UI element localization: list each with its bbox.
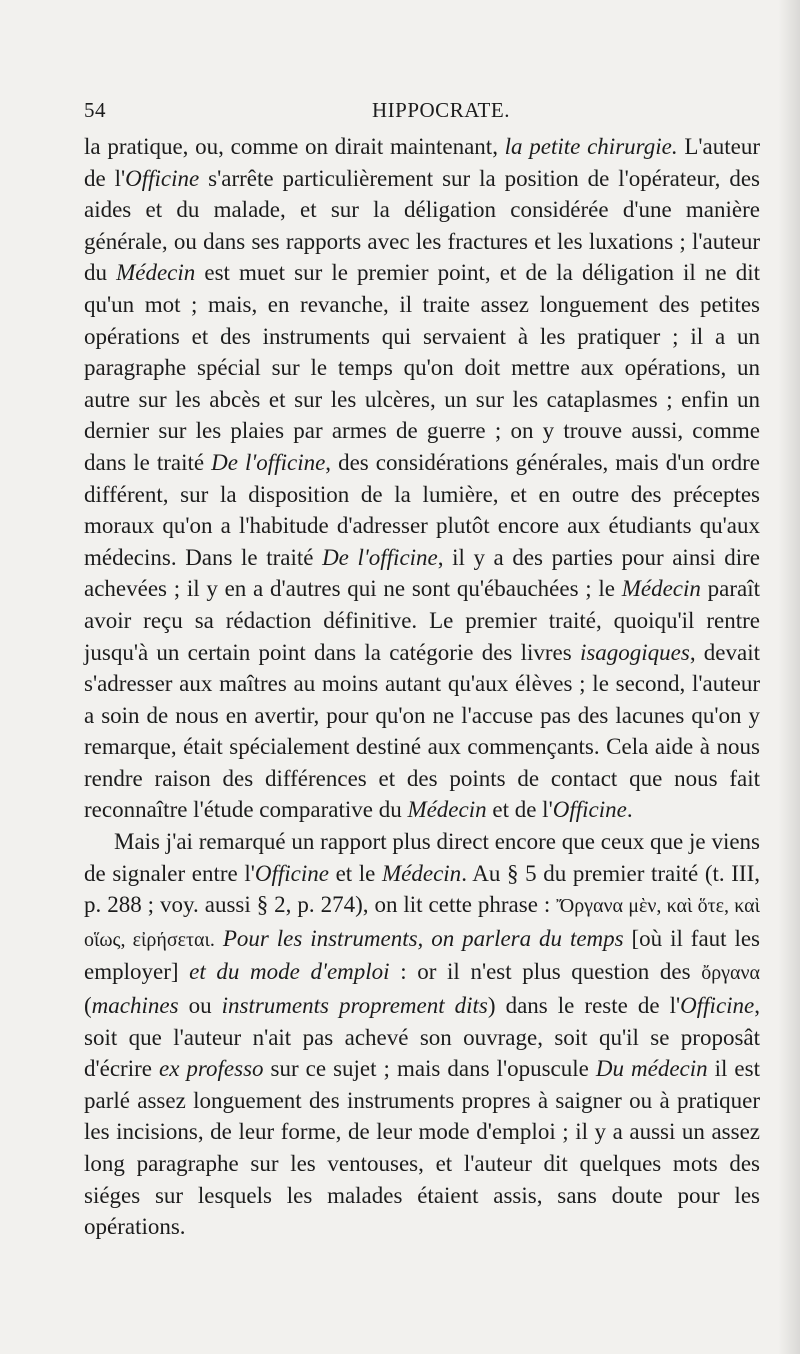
text-run: L'auteur de l' bbox=[84, 134, 760, 191]
text-run: ou bbox=[178, 993, 222, 1019]
italic-term: isagogiques bbox=[579, 639, 690, 665]
italic-translation: Pour les instruments, on parlera du temps bbox=[222, 925, 624, 951]
work-title-officine: Officine bbox=[680, 993, 755, 1019]
text-run: sur ce sujet ; mais dans l'opuscule bbox=[263, 1056, 596, 1082]
text-run: [où il faut les employer] bbox=[84, 925, 760, 985]
work-title-de-l-officine: De l'officine bbox=[322, 544, 438, 570]
text-run: paraît avoir reçu sa rédaction définitive. Le premier traité, quoiqu'il rentre jusqu'à un certain point dans la catégorie des livres bbox=[84, 576, 760, 665]
work-title-medecin: Médecin bbox=[116, 260, 196, 286]
running-title: HIPPOCRATE. bbox=[372, 98, 510, 122]
work-title-officine: Officine bbox=[125, 165, 200, 191]
work-title-medecin: Médecin bbox=[407, 797, 487, 823]
work-title-officine: Officine bbox=[254, 860, 329, 886]
work-title-du-medecin: Du médecin bbox=[595, 1056, 708, 1082]
paragraph-2 bbox=[84, 826, 760, 1243]
page-edge-shadow bbox=[778, 0, 800, 1354]
greek-word: ὄργανα bbox=[701, 962, 761, 985]
italic-term: la petite chirurgie. bbox=[504, 134, 678, 159]
text-run: est muet sur le premier point, et de la déligation il ne dit qu'un mot ; mais, en revanche, il traite assez longuement des petites opérations et des instruments qui servaient à les pratiquer ; il a un paragraphe spécial sur le temps qu'on doit mettre aux opérations, un autre sur les abcès et sur les ulcères, un sur les cataplasmes ; enfin un dernier sur les plaies par armes de guerre ; on y trouve aussi, comme dans le traité bbox=[84, 260, 761, 475]
greek-quotation: Ὄργανα μὲν, καὶ ὅτε, καὶ οἵως, εἰρήσεται. bbox=[84, 895, 760, 951]
italic-term: machines bbox=[91, 993, 179, 1019]
italic-translation: et du mode d'emploi bbox=[189, 959, 390, 985]
text-run: la pratique, ou, comme on dirait maintenant, bbox=[84, 134, 505, 159]
text-run bbox=[215, 926, 223, 951]
text-run: , il y a des parties pour ainsi dire achevées ; il y en a d'autres qui ne sont qu'ébauchées ; le bbox=[84, 544, 761, 602]
text-run: ( bbox=[84, 993, 92, 1019]
work-title-de-l-officine: De l'officine bbox=[211, 449, 326, 475]
text-run: et le bbox=[328, 860, 382, 886]
text-run: ) dans le reste de l' bbox=[487, 993, 681, 1019]
latin-phrase: ex professo bbox=[159, 1056, 264, 1082]
paragraph-1 bbox=[84, 131, 760, 826]
text-run: , soit que l'auteur n'ait pas achevé son ouvrage, soit qu'il se proposât d'écrire bbox=[84, 993, 761, 1082]
italic-term: instruments proprement dits bbox=[221, 993, 488, 1019]
text-run: il est parlé assez longuement des instruments propres à saigner ou à pratiquer les incisions, de leur forme, de leur mode d'emploi ; il y a aussi un assez long paragraphe sur les ventouses, et l'auteur dit quelques mots des siéges sur lesquels les malades étaient assis, sans doute pour les opérations. bbox=[84, 1056, 760, 1240]
text-run: . bbox=[626, 797, 633, 823]
work-title-medecin: Médecin bbox=[382, 860, 462, 886]
text-run: s'arrête particulièrement sur la position de l'opérateur, des aides et du malade, et sur la déligation considérée d'une manière générale, ou dans ses rapports avec les fractures et les luxations ; l'auteur du bbox=[84, 165, 760, 286]
body-text bbox=[84, 131, 760, 1243]
text-run: , devait s'adresser aux maîtres au moins autant qu'aux élèves ; le second, l'auteur a soin de nous en avertir, pour qu'on ne l'accuse pas des lacunes qu'on y remarque, était spécialement destiné aux commençants. Cela aide à nous rendre raison des différences et des points de contact que nous fait reconnaître l'étude comparative du bbox=[84, 639, 761, 823]
page-number: 54 bbox=[84, 98, 106, 122]
text-run: et de l' bbox=[486, 797, 553, 823]
text-run: Mais j'ai remarqué un rapport plus direct encore que ceux que je viens de signaler entre l' bbox=[84, 829, 760, 886]
work-title-medecin: Médecin bbox=[621, 576, 701, 602]
page-header bbox=[84, 98, 760, 126]
work-title-officine: Officine bbox=[552, 797, 627, 823]
text-run: , des considérations générales, mais d'un ordre différent, sur la disposition de la lumière, et en outre des préceptes moraux qu'on a l'habitude d'adresser plutôt encore aux étudiants qu'aux médecins. Dans le traité bbox=[84, 449, 761, 570]
text-run: : or il n'est plus question des bbox=[389, 959, 702, 985]
text-run: . Au § 5 du premier traité (t. III, p. 288 ; voy. aussi § 2, p. 274), on lit cette phrase : bbox=[84, 860, 760, 918]
